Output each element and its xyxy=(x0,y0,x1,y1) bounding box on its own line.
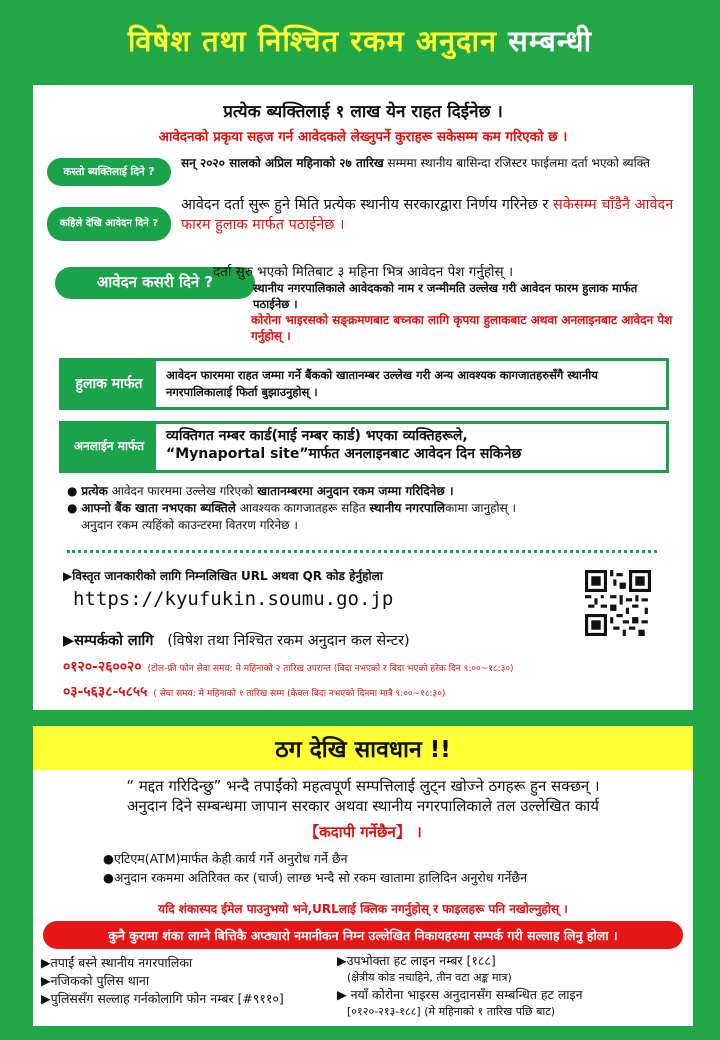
qr-code-icon[interactable] xyxy=(585,570,651,636)
answer-who xyxy=(181,155,681,171)
question-how-pill: आवेदन कसरी दिने ? xyxy=(55,267,255,299)
email-warning: यदि शंकास्पद ईमेल पाउनुभयो भने,URLलाई क्लिक नगर्नुहोस् र फाइलहरू पनि नखोल्नुहोस् । xyxy=(158,902,568,916)
warning-line2: अनुदान दिने सम्बन्धमा जापान सरकार अथवा स्थानीय नगरपालिकाले तल उल्लेखित कार्य xyxy=(126,797,599,816)
question-when-pill: कहिले देखि आवेदन दिने ? xyxy=(47,207,171,241)
postal-method-tag: हुलाक मार्फत xyxy=(62,361,156,407)
phone-note: ( सेवा समय: मे महिनाको १ तारिख सम्म (केवल बिदा नभएको दिनमा मात्रै ९:००~१८:३०) xyxy=(153,689,446,699)
note-1-bold: प्रत्येक xyxy=(81,484,108,498)
note-2: ● आफ्नो बैंक खाता नभएका ब्यक्तिले आवश्यक कागजातहरू सहित स्थानीय नगरपालिकामा जानुहोस् । xyxy=(67,500,517,515)
fraud-warning-panel xyxy=(33,726,693,1026)
contact-item-note: (क्षेत्रीय कोड नचाहिने, तीन वटा अङ्क मात्र) xyxy=(347,971,512,985)
note-3: अनुदान रकम त्यहिंको काउन्टरमा वितरण गरिनेछ । xyxy=(81,517,298,532)
contact-list-right xyxy=(337,952,687,1020)
contact-label: ▶सम्पर्कको लागि xyxy=(63,633,154,649)
consult-banner: कुनै कुरामा शंका लाग्ने बित्तिकै अप्ठ्यारो नमानीकन निम्न उल्लेखित निकायहरुमा सम्पर्क गरी सल्लाह लिनु होला । xyxy=(43,921,683,949)
contact-item: ▶तपाईं बस्ने स्थानीय नगरपालिका xyxy=(41,955,193,970)
contact-item-note: [०१२०-२१३-१८८] (मे महिनाको १ तारिख पछि बाट) xyxy=(347,1005,556,1019)
title-tail: सम्बन्धी xyxy=(508,23,593,58)
answer-who-rest: सम्ममा स्थानीय बासिन्दा रजिस्टर फाईलमा दर्ता भएको ब्यक्ति xyxy=(383,156,651,170)
note-1-bold2: खातानम्बरमा अनुदान रकम जम्मा गरिदिनेछ । xyxy=(257,484,454,498)
contact-item: ▶ नयाँ कोरोना भाइरस अनुदानसँग सम्बन्धित हट लाइन xyxy=(337,987,583,1003)
contact-center: (विषेश तथा निश्चित रकम अनुदान कल सेन्टर) xyxy=(167,633,410,649)
note-2-rest: कामा जानुहोस् । xyxy=(445,500,517,515)
warning-bullet-charge: ●अनुदान रकममा अतिरिक्त कर (चार्ज) लाग्छ भन्दै सो रकम खातामा हालिदिन अनुरोध गर्नेछैन xyxy=(103,869,528,885)
contact-item: ▶पुलिससँग सल्लाह गर्नकोलागि फोन नम्बर [#९११०] xyxy=(41,991,284,1007)
phone-row xyxy=(63,682,445,701)
warning-never: 【कदापी गर्नेछैन】 । xyxy=(304,823,422,841)
note-2-bold: आफ्नो बैंक खाता नभएका ब्यक्तिले xyxy=(81,500,236,515)
online-method-box xyxy=(59,421,669,473)
postal-method-box xyxy=(59,358,669,410)
payment-notes xyxy=(67,483,677,533)
lead-red-text: आवेदनको प्रकृया सहज गर्न आवेदकले लेख्नुपर्ने कुराहरू सकेसम्म कम गरिएको छ । xyxy=(158,129,568,145)
online-line1: व्यक्तिगत नम्बर कार्ड(माई नम्बर कार्ड) भएका व्यक्तिहरूले, xyxy=(166,428,468,444)
phone-row xyxy=(63,657,514,676)
answer-when-red: सकेसम्म चाँडैनै आवेदन फारम हुलाक मार्फत पठाईनेछ । xyxy=(181,197,674,234)
dotted-divider xyxy=(67,550,657,553)
header xyxy=(0,0,720,80)
title-main: विषेश तथा निश्चित रकम अनुदान xyxy=(127,23,498,58)
lead-text: प्रत्येक ब्यक्तिलाई १ लाख येन राहत दिईनेछ । xyxy=(223,102,503,122)
contact-line xyxy=(63,630,410,650)
contact-item: ▶उपभोक्ता हट लाइन नम्बर [१८८] xyxy=(337,953,496,968)
info-panel xyxy=(33,85,693,710)
answer-how xyxy=(183,263,673,345)
info-url-link[interactable]: https://kyufukin.soumu.go.jp xyxy=(73,588,394,610)
answer-when-text: आवेदन दर्ता सुरू हुने मिति प्रत्येक स्थानीय सरकारद्वारा निर्णय गरिनेछ र xyxy=(181,197,553,213)
warning-line1: “ मद्दत गरिदिन्छु” भन्दै तपाईंको महत्वपूर्ण सम्पत्तिलाई लुट्न खोज्ने ठगहरू हुन सक्छन् । xyxy=(126,777,600,795)
warning-bullets xyxy=(103,850,683,888)
warning-bullet-atm: ●एटिएम(ATM)मार्फत केही कार्य गर्ने अनुरोध गर्ने छैन xyxy=(103,851,348,866)
answer-who-bold: सन् २०२० सालको अप्रिल महिनाको २७ तारिख xyxy=(181,156,384,170)
warning-intro xyxy=(43,776,683,817)
phone-note: (टोल-फ्री फोन सेवा समय: मे महिनाको २ तारिख उपरान्त (बिदा नभएको र बिदा भएको हरेक दिन ९:००~१८:३०) xyxy=(147,664,514,674)
phone-number-regular[interactable]: ०३-५६३८-५८५५ xyxy=(63,684,148,700)
contact-item: ▶नजिकको पुलिस थाना xyxy=(41,973,150,989)
note-1: ● प्रत्येक आवेदन फारममा उल्लेख गरिएको खातानम्बरमा अनुदान रकम जम्मा गरिदिनेछ । xyxy=(67,484,454,498)
note-2-bold2: स्थानीय नगरपालि xyxy=(369,500,446,515)
answer-how-line1: दर्ता सुरु भएको मितिबाट ३ महिना भित्र आवेदन पेश गर्नुहोस् । xyxy=(213,264,514,280)
warning-title: ठग देखि सावधान !! xyxy=(33,726,693,770)
answer-how-line2: स्थानीय नगरपालिकाले आवेदककाे नाम र जन्मीमति उल्लेख गरी आवेदन फारम हुलाक मार्फत पठाईनेछ । xyxy=(253,281,638,311)
online-line2: “Mynaportal site”मार्फत अनलाइनबाट आवेदन दिन सकिनेछ xyxy=(166,446,522,463)
note-2-mid: आवश्यक कागजातहरू सहित xyxy=(235,500,370,515)
postal-method-text: आवेदन फारममा राहत जम्मा गर्ने बैंकको खातानम्बर उल्लेख गरी अन्य आवश्यक कागजातहरुसँगै स्थानीय नगरपालिकालाई फिर्ता बुझाउनुहोस् । xyxy=(166,368,598,399)
answer-how-line3: कोरोना भाइरसको सङ्क्रमणबाट बच्नका लागि कृपया हुलाकबाट अथवा अनलाइनबाट आवेदन पेश गर्नुहोस् । xyxy=(251,313,673,344)
phone-number-tollfree[interactable]: ०१२०-२६००२० xyxy=(63,659,142,675)
online-method-tag: अनलाईन मार्फत xyxy=(62,424,156,470)
more-info-text: ▶विस्तृत जानकारीको लागि निम्नलिखित URL अथवा QR कोड हेर्नुहोला xyxy=(63,569,383,583)
online-method-text xyxy=(166,427,658,463)
contact-list-left xyxy=(41,954,361,1008)
question-who-pill: कस्तो ब्यक्तिलाई दिने ? xyxy=(47,158,171,186)
note-1-mid: आवेदन फारममा उल्लेख गरिएको xyxy=(107,484,258,498)
page-title xyxy=(128,21,592,60)
answer-when xyxy=(181,195,686,236)
